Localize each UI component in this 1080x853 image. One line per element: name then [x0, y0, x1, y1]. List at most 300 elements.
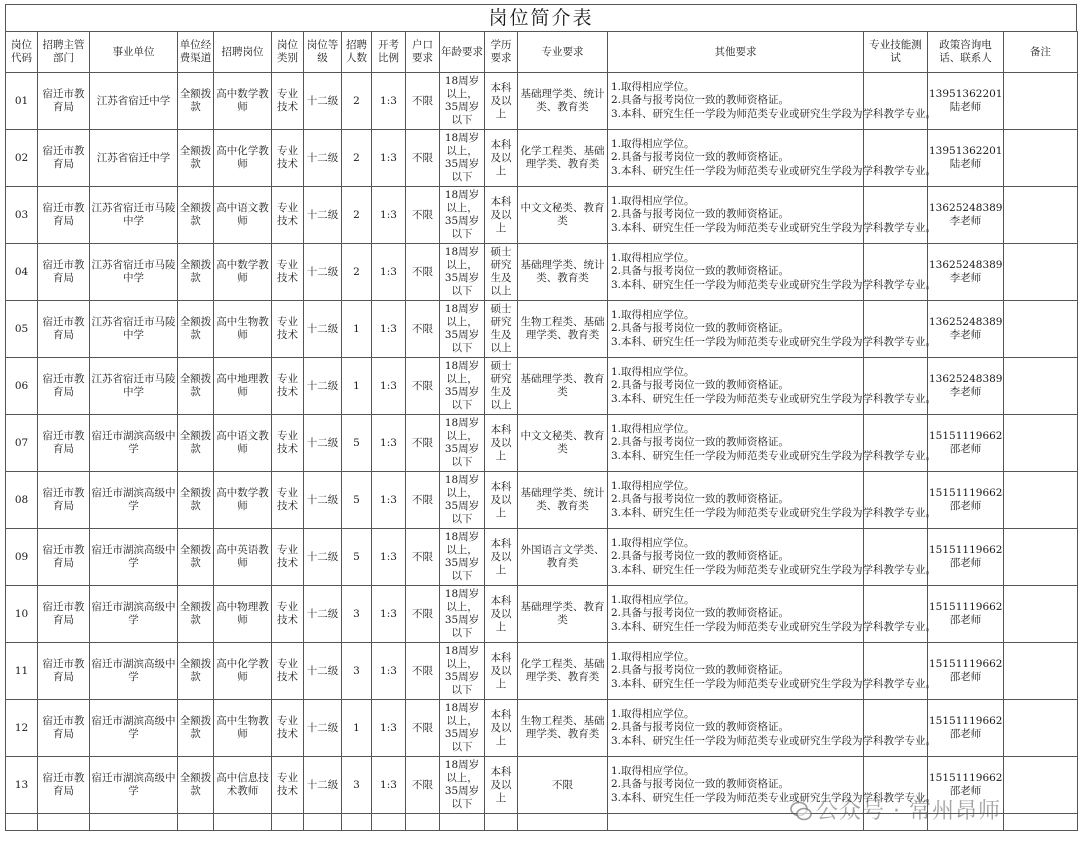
- cell-count: 5: [342, 529, 372, 586]
- cell-count: 3: [342, 586, 372, 643]
- cell-dept: 宿迁市教育局: [38, 187, 90, 244]
- contact-phone: 15151119662: [929, 772, 1003, 784]
- requirement-line: 3.本科、研究生任一学段为师范类专业或研究生学段为学科教学专业。: [611, 506, 937, 519]
- cell-post: 高中化学教师: [214, 130, 272, 187]
- requirement-line: 1.取得相应学位。: [611, 80, 695, 93]
- requirement-line: 3.本科、研究生任一学段为师范类专业或研究生学段为学科教学专业。: [611, 164, 937, 177]
- blank-cell: [518, 814, 608, 831]
- cell-dept: 宿迁市教育局: [38, 415, 90, 472]
- cell-note: [1004, 586, 1078, 643]
- contact-phone: 15151119662: [929, 715, 1003, 727]
- cell-contact: [928, 130, 1004, 187]
- cell-edu: 硕士研究生及以上: [485, 301, 518, 358]
- contact-phone: 15151119662: [929, 658, 1003, 670]
- contact-phone: 13951362201: [929, 88, 1003, 100]
- cell-note: [1004, 757, 1078, 814]
- blank-cell: [6, 814, 38, 831]
- cell-fund: 全额拨款: [178, 244, 214, 301]
- cell-hukou: 不限: [406, 73, 440, 130]
- cell-dept: 宿迁市教育局: [38, 73, 90, 130]
- requirement-line: 1.取得相应学位。: [611, 536, 695, 549]
- cell-age: 18周岁以上，35周岁以下: [440, 529, 485, 586]
- cell-post: 高中语文教师: [214, 415, 272, 472]
- cell-code: 11: [6, 643, 38, 700]
- cell-skill-test: [864, 244, 928, 301]
- cell-age: 18周岁以上，35周岁以下: [440, 643, 485, 700]
- cell-skill-test: [864, 700, 928, 757]
- cell-category: 专业技术: [272, 586, 304, 643]
- cell-level: 十二级: [304, 643, 342, 700]
- requirement-line: 1.取得相应学位。: [611, 194, 695, 207]
- contact-person: 李老师: [949, 215, 982, 227]
- requirement-line: 3.本科、研究生任一学段为师范类专业或研究生学段为学科教学专业。: [611, 563, 937, 576]
- cell-code: 05: [6, 301, 38, 358]
- cell-contact: [928, 472, 1004, 529]
- cell-dept: 宿迁市教育局: [38, 301, 90, 358]
- cell-level: 十二级: [304, 73, 342, 130]
- cell-contact: [928, 529, 1004, 586]
- requirement-line: 3.本科、研究生任一学段为师范类专业或研究生学段为学科教学专业。: [611, 107, 937, 120]
- requirement-line: 3.本科、研究生任一学段为师范类专业或研究生学段为学科教学专业。: [611, 221, 937, 234]
- requirement-line: 1.取得相应学位。: [611, 707, 695, 720]
- contact-person: 邵老师: [949, 614, 982, 626]
- cell-fund: 全额拨款: [178, 130, 214, 187]
- column-header: 备注: [1004, 32, 1078, 73]
- cell-note: [1004, 643, 1078, 700]
- cell-ratio: 1:3: [372, 244, 406, 301]
- table-header-row: [6, 32, 1078, 73]
- table-row: [6, 700, 1078, 757]
- cell-age: 18周岁以上，35周岁以下: [440, 73, 485, 130]
- blank-cell: [372, 814, 406, 831]
- requirement-line: 1.取得相应学位。: [611, 365, 695, 378]
- cell-code: 01: [6, 73, 38, 130]
- contact-person: 邵老师: [949, 500, 982, 512]
- cell-major: 化学工程类、基础理学类、教育类: [518, 643, 608, 700]
- cell-edu: 本科及以上: [485, 187, 518, 244]
- cell-other-requirements: [608, 586, 937, 643]
- table-row: [6, 358, 1078, 415]
- cell-contact: [928, 358, 1004, 415]
- cell-edu: 本科及以上: [485, 130, 518, 187]
- cell-post: 高中信息技术教师: [214, 757, 272, 814]
- requirement-line: 2.具备与报考岗位一致的教师资格证。: [611, 778, 790, 791]
- cell-skill-test: [864, 643, 928, 700]
- cell-fund: 全额拨款: [178, 358, 214, 415]
- cell-other-requirements: [608, 700, 937, 757]
- table-row: [6, 73, 1078, 130]
- cell-hukou: 不限: [406, 529, 440, 586]
- contact-person: 陆老师: [949, 158, 982, 170]
- cell-dept: 宿迁市教育局: [38, 472, 90, 529]
- cell-level: 十二级: [304, 301, 342, 358]
- requirement-line: 3.本科、研究生任一学段为师范类专业或研究生学段为学科教学专业。: [611, 791, 937, 804]
- contact-phone: 15151119662: [929, 601, 1003, 613]
- blank-cell: [272, 814, 304, 831]
- cell-count: 1: [342, 358, 372, 415]
- cell-category: 专业技术: [272, 700, 304, 757]
- cell-age: 18周岁以上，35周岁以下: [440, 187, 485, 244]
- cell-unit: 江苏省宿迁中学: [90, 130, 178, 187]
- cell-unit: 江苏省宿迁市马陵中学: [90, 244, 178, 301]
- table-row: [6, 586, 1078, 643]
- cell-unit: 江苏省宿迁市马陵中学: [90, 358, 178, 415]
- cell-age: 18周岁以上，35周岁以下: [440, 358, 485, 415]
- cell-dept: 宿迁市教育局: [38, 757, 90, 814]
- cell-count: 2: [342, 73, 372, 130]
- cell-count: 5: [342, 472, 372, 529]
- contact-phone: 15151119662: [929, 544, 1003, 556]
- cell-code: 04: [6, 244, 38, 301]
- cell-edu: 本科及以上: [485, 700, 518, 757]
- cell-count: 1: [342, 301, 372, 358]
- cell-other-requirements: [608, 358, 937, 415]
- cell-unit: 宿迁市湖滨高级中学: [90, 472, 178, 529]
- cell-ratio: 1:3: [372, 73, 406, 130]
- cell-major: 生物工程类、基础理学类、教育类: [518, 301, 608, 358]
- cell-hukou: 不限: [406, 130, 440, 187]
- cell-post: 高中生物教师: [214, 301, 272, 358]
- cell-skill-test: [864, 415, 928, 472]
- cell-dept: 宿迁市教育局: [38, 130, 90, 187]
- cell-contact: [928, 187, 1004, 244]
- contact-phone: 13625248389: [929, 259, 1003, 271]
- blank-cell: [90, 814, 178, 831]
- table-row: [6, 529, 1078, 586]
- cell-major: 基础理学类、教育类: [518, 358, 608, 415]
- cell-code: 10: [6, 586, 38, 643]
- cell-skill-test: [864, 529, 928, 586]
- cell-code: 12: [6, 700, 38, 757]
- cell-category: 专业技术: [272, 187, 304, 244]
- cell-major: 生物工程类、基础理学类、教育类: [518, 700, 608, 757]
- cell-fund: 全额拨款: [178, 529, 214, 586]
- cell-level: 十二级: [304, 358, 342, 415]
- cell-unit: 宿迁市湖滨高级中学: [90, 700, 178, 757]
- cell-unit: 宿迁市湖滨高级中学: [90, 586, 178, 643]
- table-row: [6, 301, 1078, 358]
- cell-ratio: 1:3: [372, 472, 406, 529]
- cell-level: 十二级: [304, 529, 342, 586]
- cell-category: 专业技术: [272, 472, 304, 529]
- cell-other-requirements: [608, 529, 937, 586]
- cell-note: [1004, 358, 1078, 415]
- blank-cell: [485, 814, 518, 831]
- cell-fund: 全额拨款: [178, 301, 214, 358]
- cell-age: 18周岁以上，35周岁以下: [440, 700, 485, 757]
- blank-cell: [38, 814, 90, 831]
- column-header: 岗位代码: [6, 32, 38, 73]
- cell-category: 专业技术: [272, 358, 304, 415]
- cell-category: 专业技术: [272, 529, 304, 586]
- requirement-line: 2.具备与报考岗位一致的教师资格证。: [611, 607, 790, 620]
- contact-person: 邵老师: [949, 443, 982, 455]
- cell-level: 十二级: [304, 415, 342, 472]
- contact-person: 邵老师: [949, 557, 982, 569]
- requirement-line: 2.具备与报考岗位一致的教师资格证。: [611, 322, 790, 335]
- cell-ratio: 1:3: [372, 415, 406, 472]
- cell-skill-test: [864, 358, 928, 415]
- requirement-line: 3.本科、研究生任一学段为师范类专业或研究生学段为学科教学专业。: [611, 335, 937, 348]
- cell-major: 基础理学类、教育类: [518, 586, 608, 643]
- cell-hukou: 不限: [406, 244, 440, 301]
- requirement-line: 1.取得相应学位。: [611, 764, 695, 777]
- cell-ratio: 1:3: [372, 700, 406, 757]
- cell-note: [1004, 187, 1078, 244]
- requirement-line: 2.具备与报考岗位一致的教师资格证。: [611, 721, 790, 734]
- cell-major: 化学工程类、基础理学类、教育类: [518, 130, 608, 187]
- cell-code: 13: [6, 757, 38, 814]
- contact-phone: 13625248389: [929, 316, 1003, 328]
- contact-person: 李老师: [949, 272, 982, 284]
- job-table: [5, 31, 1078, 831]
- blank-cell: [214, 814, 272, 831]
- cell-unit: 宿迁市湖滨高级中学: [90, 643, 178, 700]
- cell-level: 十二级: [304, 130, 342, 187]
- cell-edu: 本科及以上: [485, 586, 518, 643]
- cell-post: 高中数学教师: [214, 73, 272, 130]
- blank-cell: [342, 814, 372, 831]
- cell-contact: [928, 301, 1004, 358]
- cell-ratio: 1:3: [372, 187, 406, 244]
- cell-level: 十二级: [304, 700, 342, 757]
- cell-fund: 全额拨款: [178, 700, 214, 757]
- cell-edu: 硕士研究生及以上: [485, 244, 518, 301]
- cell-other-requirements: [608, 415, 937, 472]
- requirement-line: 1.取得相应学位。: [611, 251, 695, 264]
- cell-contact: [928, 643, 1004, 700]
- requirement-line: 1.取得相应学位。: [611, 422, 695, 435]
- cell-edu: 本科及以上: [485, 73, 518, 130]
- cell-post: 高中物理教师: [214, 586, 272, 643]
- cell-dept: 宿迁市教育局: [38, 586, 90, 643]
- cell-note: [1004, 529, 1078, 586]
- blank-cell: [178, 814, 214, 831]
- requirement-line: 3.本科、研究生任一学段为师范类专业或研究生学段为学科教学专业。: [611, 620, 937, 633]
- column-header: 专业要求: [518, 32, 608, 73]
- cell-dept: 宿迁市教育局: [38, 244, 90, 301]
- column-header: 政策咨询电话、联系人: [928, 32, 1004, 73]
- cell-ratio: 1:3: [372, 130, 406, 187]
- contact-person: 邵老师: [949, 785, 982, 797]
- cell-contact: [928, 415, 1004, 472]
- table-row: [6, 187, 1078, 244]
- cell-major: 不限: [518, 757, 608, 814]
- cell-hukou: 不限: [406, 301, 440, 358]
- contact-phone: 13625248389: [929, 373, 1003, 385]
- cell-skill-test: [864, 130, 928, 187]
- contact-person: 李老师: [949, 386, 982, 398]
- cell-hukou: 不限: [406, 358, 440, 415]
- cell-fund: 全额拨款: [178, 472, 214, 529]
- cell-unit: 宿迁市湖滨高级中学: [90, 529, 178, 586]
- cell-other-requirements: [608, 301, 937, 358]
- table-row: [6, 415, 1078, 472]
- column-header: 单位经费渠道: [178, 32, 214, 73]
- table-row: [6, 244, 1078, 301]
- blank-cell: [440, 814, 485, 831]
- cell-code: 03: [6, 187, 38, 244]
- cell-contact: [928, 73, 1004, 130]
- cell-note: [1004, 700, 1078, 757]
- cell-fund: 全额拨款: [178, 415, 214, 472]
- cell-dept: 宿迁市教育局: [38, 643, 90, 700]
- page-title: 岗位简介表: [5, 4, 1077, 31]
- cell-count: 2: [342, 244, 372, 301]
- cell-unit: 宿迁市湖滨高级中学: [90, 757, 178, 814]
- requirement-line: 1.取得相应学位。: [611, 137, 695, 150]
- cell-edu: 本科及以上: [485, 643, 518, 700]
- requirement-line: 2.具备与报考岗位一致的教师资格证。: [611, 265, 790, 278]
- requirement-line: 3.本科、研究生任一学段为师范类专业或研究生学段为学科教学专业。: [611, 734, 937, 747]
- cell-contact: [928, 244, 1004, 301]
- cell-skill-test: [864, 586, 928, 643]
- cell-post: 高中数学教师: [214, 472, 272, 529]
- cell-edu: 本科及以上: [485, 415, 518, 472]
- cell-major: 中文文秘类、教育类: [518, 415, 608, 472]
- cell-age: 18周岁以上，35周岁以下: [440, 757, 485, 814]
- cell-unit: 宿迁市湖滨高级中学: [90, 415, 178, 472]
- cell-fund: 全额拨款: [178, 757, 214, 814]
- cell-hukou: 不限: [406, 415, 440, 472]
- cell-other-requirements: [608, 244, 937, 301]
- cell-ratio: 1:3: [372, 757, 406, 814]
- cell-major: 中文文秘类、教育类: [518, 187, 608, 244]
- contact-phone: 15151119662: [929, 430, 1003, 442]
- cell-other-requirements: [608, 187, 937, 244]
- table-row: [6, 472, 1078, 529]
- cell-fund: 全额拨款: [178, 586, 214, 643]
- contact-person: 李老师: [949, 329, 982, 341]
- cell-ratio: 1:3: [372, 358, 406, 415]
- cell-age: 18周岁以上，35周岁以下: [440, 415, 485, 472]
- cell-fund: 全额拨款: [178, 73, 214, 130]
- requirement-line: 3.本科、研究生任一学段为师范类专业或研究生学段为学科教学专业。: [611, 449, 937, 462]
- requirement-line: 2.具备与报考岗位一致的教师资格证。: [611, 664, 790, 677]
- cell-skill-test: [864, 187, 928, 244]
- blank-cell: [1004, 814, 1078, 831]
- cell-note: [1004, 301, 1078, 358]
- cell-hukou: 不限: [406, 757, 440, 814]
- cell-other-requirements: [608, 643, 937, 700]
- cell-code: 07: [6, 415, 38, 472]
- cell-hukou: 不限: [406, 700, 440, 757]
- column-header: 岗位类别: [272, 32, 304, 73]
- cell-count: 3: [342, 643, 372, 700]
- job-table-page: [5, 4, 1077, 831]
- cell-skill-test: [864, 73, 928, 130]
- requirement-line: 2.具备与报考岗位一致的教师资格证。: [611, 493, 790, 506]
- cell-note: [1004, 472, 1078, 529]
- wechat-icon: [790, 800, 812, 822]
- column-header: 岗位等级: [304, 32, 342, 73]
- contact-phone: 15151119662: [929, 487, 1003, 499]
- requirement-line: 1.取得相应学位。: [611, 650, 695, 663]
- cell-category: 专业技术: [272, 130, 304, 187]
- cell-level: 十二级: [304, 187, 342, 244]
- requirement-line: 3.本科、研究生任一学段为师范类专业或研究生学段为学科教学专业。: [611, 278, 937, 291]
- cell-count: 1: [342, 700, 372, 757]
- blank-cell: [304, 814, 342, 831]
- cell-skill-test: [864, 472, 928, 529]
- cell-other-requirements: [608, 130, 937, 187]
- cell-age: 18周岁以上，35周岁以下: [440, 244, 485, 301]
- column-header: 年龄要求: [440, 32, 485, 73]
- cell-category: 专业技术: [272, 73, 304, 130]
- requirement-line: 2.具备与报考岗位一致的教师资格证。: [611, 379, 790, 392]
- requirement-line: 1.取得相应学位。: [611, 308, 695, 321]
- cell-other-requirements: [608, 472, 937, 529]
- cell-note: [1004, 130, 1078, 187]
- requirement-line: 2.具备与报考岗位一致的教师资格证。: [611, 151, 790, 164]
- cell-count: 5: [342, 415, 372, 472]
- cell-dept: 宿迁市教育局: [38, 358, 90, 415]
- column-header: 户口要求: [406, 32, 440, 73]
- contact-person: 邵老师: [949, 671, 982, 683]
- cell-level: 十二级: [304, 472, 342, 529]
- requirement-line: 1.取得相应学位。: [611, 479, 695, 492]
- cell-ratio: 1:3: [372, 529, 406, 586]
- requirement-line: 1.取得相应学位。: [611, 593, 695, 606]
- cell-category: 专业技术: [272, 643, 304, 700]
- cell-ratio: 1:3: [372, 586, 406, 643]
- cell-edu: 本科及以上: [485, 757, 518, 814]
- column-header: 其他要求: [608, 32, 864, 73]
- cell-post: 高中化学教师: [214, 643, 272, 700]
- requirement-line: 2.具备与报考岗位一致的教师资格证。: [611, 550, 790, 563]
- cell-edu: 硕士研究生及以上: [485, 358, 518, 415]
- cell-count: 2: [342, 130, 372, 187]
- cell-hukou: 不限: [406, 643, 440, 700]
- cell-major: 基础理学类、统计类、教育类: [518, 244, 608, 301]
- cell-unit: 江苏省宿迁市马陵中学: [90, 301, 178, 358]
- cell-code: 08: [6, 472, 38, 529]
- watermark: [790, 794, 1001, 825]
- requirement-line: 2.具备与报考岗位一致的教师资格证。: [611, 94, 790, 107]
- cell-edu: 本科及以上: [485, 529, 518, 586]
- requirement-line: 2.具备与报考岗位一致的教师资格证。: [611, 436, 790, 449]
- column-header: 专业技能测试: [864, 32, 928, 73]
- cell-post: 高中语文教师: [214, 187, 272, 244]
- cell-code: 02: [6, 130, 38, 187]
- cell-skill-test: [864, 301, 928, 358]
- cell-code: 09: [6, 529, 38, 586]
- cell-category: 专业技术: [272, 415, 304, 472]
- cell-hukou: 不限: [406, 586, 440, 643]
- cell-category: 专业技术: [272, 244, 304, 301]
- cell-dept: 宿迁市教育局: [38, 529, 90, 586]
- cell-level: 十二级: [304, 757, 342, 814]
- cell-other-requirements: [608, 73, 937, 130]
- cell-note: [1004, 244, 1078, 301]
- cell-level: 十二级: [304, 586, 342, 643]
- cell-dept: 宿迁市教育局: [38, 700, 90, 757]
- cell-level: 十二级: [304, 244, 342, 301]
- cell-post: 高中英语教师: [214, 529, 272, 586]
- cell-post: 高中生物教师: [214, 700, 272, 757]
- column-header: 事业单位: [90, 32, 178, 73]
- contact-person: 邵老师: [949, 728, 982, 740]
- column-header: 开考比例: [372, 32, 406, 73]
- cell-contact: [928, 586, 1004, 643]
- requirement-line: 2.具备与报考岗位一致的教师资格证。: [611, 208, 790, 221]
- cell-fund: 全额拨款: [178, 187, 214, 244]
- cell-note: [1004, 73, 1078, 130]
- requirement-line: 3.本科、研究生任一学段为师范类专业或研究生学段为学科教学专业。: [611, 392, 937, 405]
- cell-age: 18周岁以上，35周岁以下: [440, 472, 485, 529]
- cell-contact: [928, 700, 1004, 757]
- cell-code: 06: [6, 358, 38, 415]
